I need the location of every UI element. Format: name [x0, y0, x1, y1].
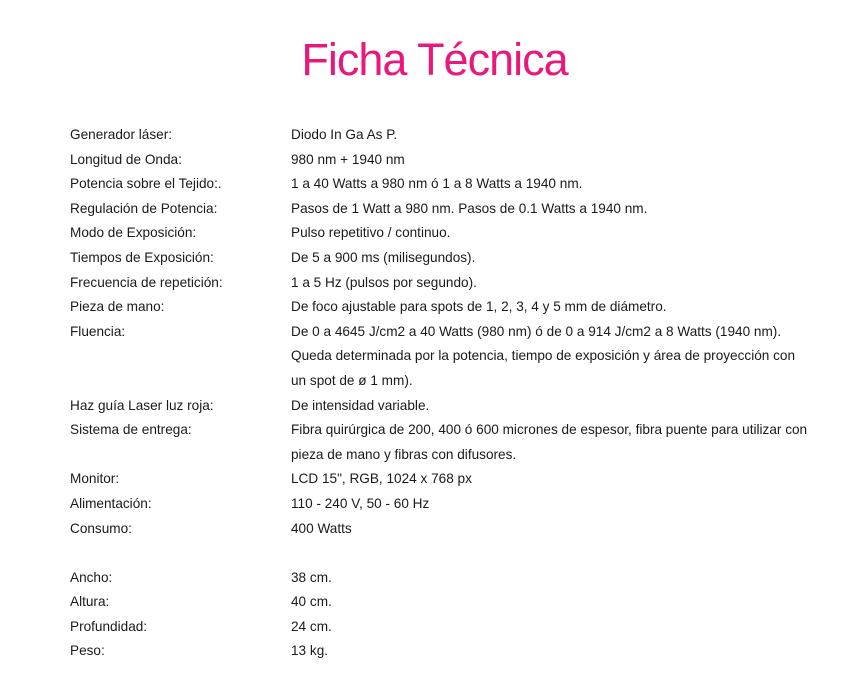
- spec-value: 980 nm + 1940 nm: [291, 151, 405, 167]
- spec-row: [70, 246, 810, 271]
- spec-row: [70, 295, 810, 320]
- spec-value: De 0 a 4645 J/cm2 a 40 Watts (980 nm) ó de 0 a 914 J/cm2 a 8 Watts (1940 nm). Queda determinada por la potencia, tiempo de exposición y área de proyección con un spot de ø 1 mm).: [291, 323, 796, 388]
- spec-row: [70, 320, 810, 394]
- spec-label: Haz guía Laser luz roja:: [70, 397, 214, 413]
- spec-label: Pieza de mano:: [70, 299, 165, 315]
- dimension-label: Peso:: [70, 643, 105, 659]
- spec-value: 110 - 240 V, 50 - 60 Hz: [291, 495, 430, 511]
- spec-value: Fibra quirúrgica de 200, 400 ó 600 micrones de espesor, fibra puente para utilizar con pieza de mano y fibras con difusores.: [291, 422, 808, 462]
- spec-value: Pasos de 1 Watt a 980 nm. Pasos de 0.1 Watts a 1940 nm.: [291, 200, 648, 216]
- spec-value: De intensidad variable.: [291, 397, 430, 413]
- spec-row: [70, 148, 810, 173]
- dimension-label: Profundidad:: [70, 618, 148, 634]
- dimension-label: Altura:: [70, 594, 110, 610]
- spec-row: [70, 197, 810, 222]
- dimension-row: [70, 590, 810, 615]
- spec-value: Diodo In Ga As P.: [291, 127, 398, 142]
- dimension-label: Ancho:: [70, 569, 113, 585]
- spec-value: 1 a 5 Hz (pulsos por segundo).: [291, 274, 477, 290]
- spec-label: Potencia sobre el Tejido:.: [70, 176, 222, 192]
- spec-row: [70, 271, 810, 296]
- spec-value: 400 Watts: [291, 520, 352, 536]
- spec-value: De 5 a 900 ms (milisegundos).: [291, 249, 476, 265]
- dimension-value: 38 cm.: [291, 569, 332, 585]
- dimension-row: [70, 615, 810, 640]
- spec-label: Generador láser:: [70, 127, 173, 142]
- page-title: Ficha Técnica: [301, 34, 568, 85]
- dimension-row: [70, 566, 810, 591]
- dimension-value: 13 kg.: [291, 643, 329, 659]
- spec-row: [70, 123, 810, 148]
- spec-table: [70, 123, 810, 664]
- spec-label: Frecuencia de repetición:: [70, 274, 223, 290]
- spec-row: [70, 172, 810, 197]
- spec-value: De foco ajustable para spots de 1, 2, 3, 4 y 5 mm de diámetro.: [291, 299, 667, 315]
- spec-label: Consumo:: [70, 520, 132, 536]
- spec-row: [70, 221, 810, 246]
- spec-row: [70, 394, 810, 419]
- spec-label: Sistema de entrega:: [70, 422, 192, 438]
- dimension-value: 24 cm.: [291, 618, 332, 634]
- spec-row: [70, 467, 810, 492]
- spec-value: 1 a 40 Watts a 980 nm ó 1 a 8 Watts a 1940 nm.: [291, 176, 583, 192]
- dimension-row: [70, 639, 810, 664]
- spec-row: [70, 517, 810, 542]
- spec-value: LCD 15", RGB, 1024 x 768 px: [291, 471, 472, 487]
- spec-label: Modo de Exposición:: [70, 225, 197, 241]
- dimension-value: 40 cm.: [291, 594, 332, 610]
- spec-value: Pulso repetitivo / continuo.: [291, 225, 451, 241]
- spec-label: Tiempos de Exposición:: [70, 249, 214, 265]
- spec-label: Fluencia:: [70, 323, 126, 339]
- spec-label: Monitor:: [70, 471, 120, 487]
- spec-label: Longitud de Onda:: [70, 151, 182, 167]
- spec-label: Alimentación:: [70, 495, 152, 511]
- spec-row: [70, 492, 810, 517]
- spec-row: [70, 418, 810, 467]
- spec-label: Regulación de Potencia:: [70, 200, 218, 216]
